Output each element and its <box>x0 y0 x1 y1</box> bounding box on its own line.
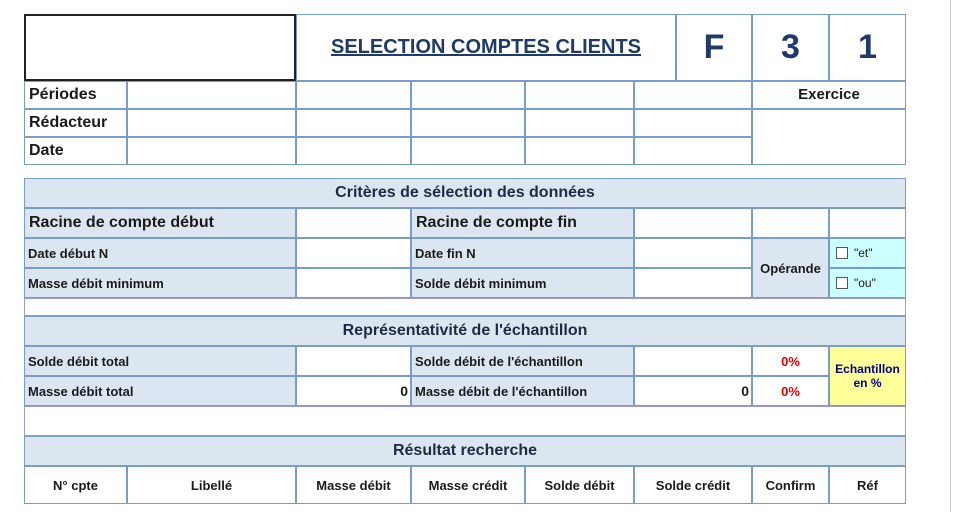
sample-pct-label-line1: Echantillon <box>835 362 900 376</box>
min-debit-balance-input[interactable] <box>634 268 752 298</box>
col-header-label: N° cpte <box>53 477 98 493</box>
editor-input[interactable] <box>127 109 296 137</box>
min-debit-mass-label: Masse débit minimum <box>24 268 296 298</box>
page-title-cell <box>296 14 676 81</box>
operand-and-option[interactable] <box>829 238 906 268</box>
editor-label: Rédacteur <box>24 109 127 137</box>
info-cell[interactable] <box>525 81 634 109</box>
end-date-label: Date fin N <box>411 238 634 268</box>
date-label: Date <box>24 137 127 165</box>
total-debit-balance-label: Solde débit total <box>24 346 296 376</box>
col-header-debit-mass[interactable] <box>296 466 411 504</box>
end-date-input[interactable] <box>634 238 752 268</box>
sample-pct-label-cell <box>829 346 906 406</box>
exercise-label: Exercice <box>798 86 860 103</box>
col-header-credit-balance[interactable] <box>634 466 752 504</box>
col-header-debit-balance[interactable] <box>525 466 634 504</box>
col-header-label: Masse crédit <box>428 477 508 493</box>
info-cell[interactable] <box>525 109 634 137</box>
start-date-label: Date début N <box>24 238 296 268</box>
code-letter: F <box>703 28 725 66</box>
col-header-credit-mass[interactable] <box>411 466 525 504</box>
account-root-start-label: Racine de compte début <box>24 208 296 238</box>
operand-label: Opérande <box>760 260 821 276</box>
total-debit-mass-label: Masse débit total <box>24 376 296 406</box>
col-header-account-no[interactable] <box>24 466 127 504</box>
start-date-input[interactable] <box>296 238 411 268</box>
code-digit-2-cell <box>829 14 906 81</box>
sample-debit-balance-label: Solde débit de l'échantillon <box>411 346 634 376</box>
col-header-confirm[interactable] <box>752 466 829 504</box>
page-title: SELECTION COMPTES CLIENTS <box>330 36 642 58</box>
sample-section-title: Représentativité de l'échantillon <box>342 322 588 339</box>
operand-or-option[interactable] <box>829 268 906 298</box>
operand-and-label: "et" <box>854 246 873 260</box>
results-section-header <box>24 436 906 466</box>
col-header-label: Confirm <box>765 477 816 493</box>
code-digit-1: 3 <box>781 28 800 66</box>
balance-pct-cell <box>752 346 829 376</box>
operand-or-checkbox[interactable] <box>836 277 848 289</box>
info-cell[interactable] <box>525 137 634 165</box>
exercise-input[interactable] <box>752 109 906 165</box>
col-header-label-col[interactable] <box>127 466 296 504</box>
sample-pct-label-line2: en % <box>853 376 882 390</box>
criteria-section-header <box>24 178 906 208</box>
results-section-title: Résultat recherche <box>392 442 538 459</box>
code-digit-1-cell <box>752 14 829 81</box>
col-header-label: Libellé <box>190 477 233 493</box>
mass-pct-cell <box>752 376 829 406</box>
col-header-label: Solde crédit <box>655 477 731 493</box>
min-debit-balance-label: Solde débit minimum <box>411 268 634 298</box>
info-cell[interactable] <box>634 81 752 109</box>
sample-debit-balance-value <box>634 346 752 376</box>
sample-debit-mass-label: Masse débit de l'échantillon <box>411 376 634 406</box>
info-cell[interactable] <box>411 137 525 165</box>
col-header-ref[interactable] <box>829 466 906 504</box>
info-cell[interactable] <box>296 109 411 137</box>
account-root-end-label: Racine de compte fin <box>411 208 634 238</box>
periods-label: Périodes <box>24 81 127 109</box>
vertical-scrollbar[interactable] <box>950 0 951 512</box>
criteria-cell[interactable] <box>829 208 906 238</box>
info-cell[interactable] <box>296 137 411 165</box>
info-cell[interactable] <box>634 109 752 137</box>
operand-label-cell <box>752 238 829 298</box>
col-header-label: Réf <box>857 477 878 493</box>
code-digit-2: 1 <box>858 28 877 66</box>
logo-box[interactable] <box>24 14 296 81</box>
info-cell[interactable] <box>411 109 525 137</box>
exercise-label-cell <box>752 81 906 109</box>
account-root-start-input[interactable] <box>296 208 411 238</box>
info-cell[interactable] <box>634 137 752 165</box>
code-letter-cell <box>676 14 752 81</box>
spacer-row <box>24 406 906 436</box>
total-debit-balance-value <box>296 346 411 376</box>
periods-input[interactable] <box>127 81 296 109</box>
criteria-section-title: Critères de sélection des données <box>335 184 595 201</box>
account-root-end-input[interactable] <box>634 208 752 238</box>
col-header-label: Solde débit <box>544 477 615 493</box>
date-input[interactable] <box>127 137 296 165</box>
sample-debit-mass-value: 0 <box>634 376 752 406</box>
balance-pct-value: 0% <box>781 353 800 369</box>
col-header-label: Masse débit <box>316 477 391 493</box>
operand-or-label: "ou" <box>854 276 876 290</box>
info-cell[interactable] <box>411 81 525 109</box>
mass-pct-value: 0% <box>781 383 800 399</box>
sample-section-header <box>24 316 906 346</box>
operand-and-checkbox[interactable] <box>836 247 848 259</box>
criteria-cell[interactable] <box>752 208 829 238</box>
info-cell[interactable] <box>296 81 411 109</box>
total-debit-mass-value: 0 <box>296 376 411 406</box>
min-debit-mass-input[interactable] <box>296 268 411 298</box>
spacer-row <box>24 298 906 316</box>
